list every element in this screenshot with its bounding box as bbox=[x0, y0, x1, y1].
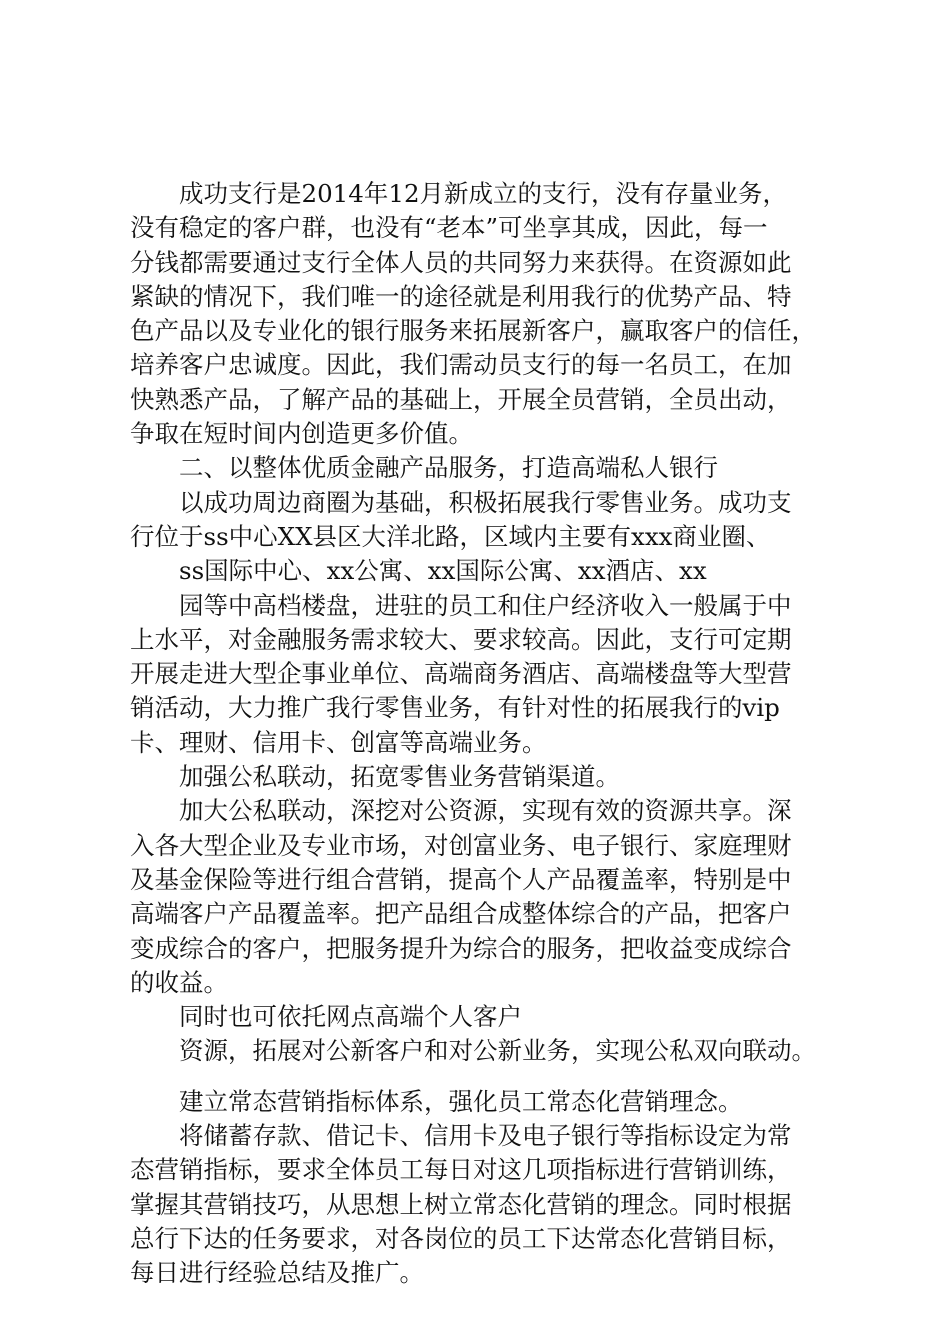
paragraph-3 bbox=[130, 486, 850, 555]
text-line: 变成综合的客户，把服务提升为综合的服务，把收益变成综合 bbox=[130, 933, 792, 963]
text-line: 将储蓄存款、借记卡、信用卡及电子银行等指标设定为常 bbox=[179, 1121, 792, 1151]
text-line: 分钱都需要通过支行全体人员的共同努力来获得。在资源如此 bbox=[130, 247, 792, 277]
text-line: 态营销指标，要求全体员工每日对这几项指标进行营销训练， bbox=[130, 1155, 792, 1185]
paragraph-10 bbox=[130, 1085, 850, 1119]
paragraph-1 bbox=[130, 177, 850, 451]
text-line: 快熟悉产品，了解产品的基础上，开展全员营销，全员出动， bbox=[130, 384, 792, 414]
section-heading-2 bbox=[130, 451, 850, 485]
paragraph-7 bbox=[130, 794, 850, 1000]
text-line: 资源，拓展对公新客户和对公新业务，实现公私双向联动。 bbox=[179, 1036, 816, 1066]
paragraph-5 bbox=[130, 589, 850, 760]
text-line: 入各大型企业及专业市场，对创富业务、电子银行、家庭理财 bbox=[130, 830, 792, 860]
text-line: 色产品以及专业化的银行服务来拓展新客户，赢取客户的信任， bbox=[130, 316, 816, 346]
text-line: 加强公私联动，拓宽零售业务营销渠道。 bbox=[179, 762, 620, 792]
text-line: 争取在短时间内创造更多价值。 bbox=[130, 419, 473, 449]
text-line: 总行下达的任务要求，对各岗位的员工下达常态化营销目标， bbox=[130, 1223, 792, 1253]
text-line: 培养客户忠诚度。因此，我们需动员支行的每一名员工，在加 bbox=[130, 350, 792, 380]
text-line: 每日进行经验总结及推广。 bbox=[130, 1258, 424, 1288]
text-line: 销活动，大力推广我行零售业务，有针对性的拓展我行的vip bbox=[130, 693, 780, 723]
text-line: 紧缺的情况下，我们唯一的途径就是利用我行的优势产品、特 bbox=[130, 281, 792, 311]
paragraph-8 bbox=[130, 1000, 850, 1034]
document-body bbox=[130, 177, 850, 1291]
paragraph-4 bbox=[130, 554, 850, 588]
text-line: 卡、理财、信用卡、创富等高端业务。 bbox=[130, 727, 547, 757]
paragraph-9 bbox=[130, 1034, 850, 1068]
text-line: 加大公私联动，深挖对公资源，实现有效的资源共享。深 bbox=[179, 796, 792, 826]
text-line: 行位于ss中心XX县区大洋北路，区域内主要有xxx商业圈、 bbox=[130, 521, 771, 551]
text-line: 建立常态营销指标体系，强化员工常态化营销理念。 bbox=[179, 1086, 743, 1116]
text-line: 掌握其营销技巧，从思想上树立常态化营销的理念。同时根据 bbox=[130, 1189, 792, 1219]
text-line: ss国际中心、xx公寓、xx国际公寓、xx酒店、xx bbox=[179, 556, 707, 586]
text-line: 的收益。 bbox=[130, 967, 228, 997]
paragraph-11 bbox=[130, 1119, 850, 1290]
text-line: 高端客户产品覆盖率。把产品组合成整体综合的产品，把客户 bbox=[130, 899, 792, 929]
text-line: 上水平，对金融服务需求较大、要求较高。因此，支行可定期 bbox=[130, 624, 792, 654]
text-line: 成功支行是2014年12月新成立的支行，没有存量业务， bbox=[179, 179, 788, 208]
heading-line: 二、以整体优质金融产品服务，打造高端私人银行 bbox=[179, 453, 718, 483]
text-line: 以成功周边商圈为基础，积极拓展我行零售业务。成功支 bbox=[179, 487, 792, 517]
text-line: 没有稳定的客户群，也没有“老本”可坐享其成，因此，每一 bbox=[130, 213, 768, 243]
text-line: 同时也可依托网点高端个人客户 bbox=[179, 1002, 522, 1032]
text-line: 开展走进大型企事业单位、高端商务酒店、高端楼盘等大型营 bbox=[130, 659, 792, 689]
text-line: 及基金保险等进行组合营销，提高个人产品覆盖率，特别是中 bbox=[130, 864, 792, 894]
text-line: 园等中高档楼盘，进驻的员工和住户经济收入一般属于中 bbox=[179, 590, 792, 620]
paragraph-6 bbox=[130, 760, 850, 794]
paragraph-spacer bbox=[130, 1069, 850, 1085]
